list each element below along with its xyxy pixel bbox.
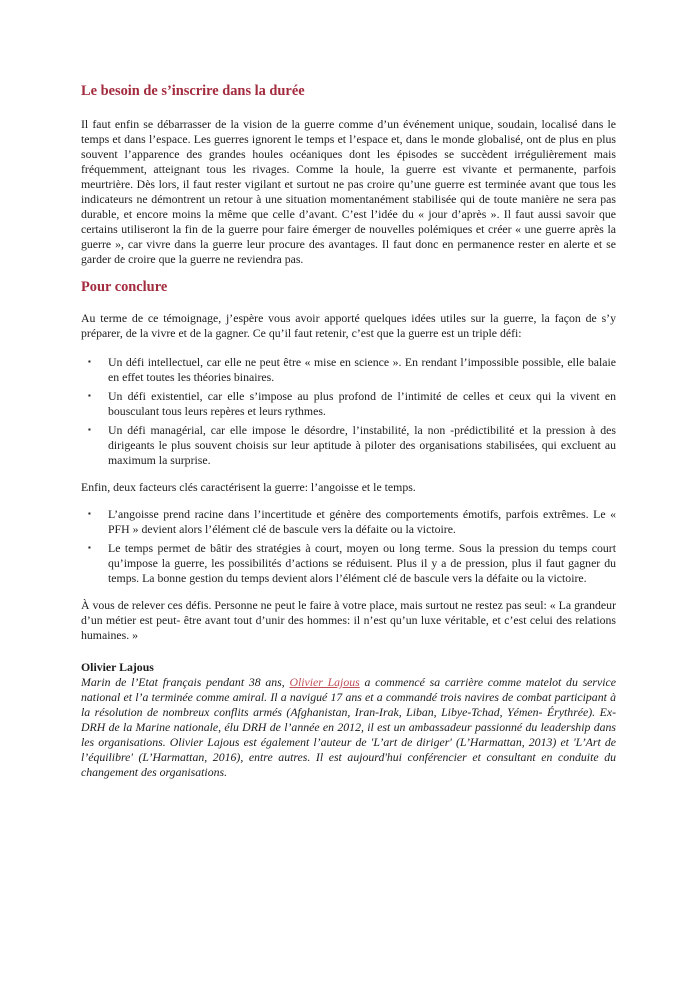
facteurs-list: [81, 507, 616, 586]
paragraph-facteurs-intro: Enfin, deux facteurs clés caractérisent la guerre: l’angoisse et le temps.: [81, 480, 416, 494]
list-item-text: L’angoisse prend racine dans l’incertitude et génère des comportements émotifs, parfois extrêmes. Le « PFH » devient alors l’élément clé de bascule vers la défaite ou la victoire.: [108, 507, 616, 536]
list-item-defi-intellectuel: [81, 355, 616, 385]
list-item-text: Un défi managérial, car elle impose le désordre, l’instabilité, la non -prédictibilité et la pression à des dirigeants le plus souvent choisis sur leur aptitude à piloter des organisations stabilisées, qui excluent au maximum la surprise.: [108, 423, 616, 467]
paragraph-duree: Il faut enfin se débarrasser de la vision de la guerre comme d’un événement unique, soudain, localisé dans le temps et dans l’espace. Les guerres ignorent le temps et l’espace et, dans le monde globalisé, ont de plus en plus souvent l’apparence des grandes houles océaniques dont les épisodes se succèdent irrégulièrement mais fréquemment, atteignant tous les rivages. Comme la houle, la guerre est vivante et permanente, parfois meurtrière. Dès lors, il faut rester vigilant et surtout ne pas croire qu’une guerre est terminée avant que tous les indicateurs ne démontrent un retour à une situation momentanément stabilisée qui de toute manière ne sera pas durable, et encore moins la même que celle d’avant. C’est l’idée du « jour d’après ». Il faut aussi savoir que certains utiliseront la fin de la guerre pour faire émerger de nouvelles polémiques et créer « une guerre après la guerre », car vivre dans la guerre leur procure des avantages. Il faut donc en permanence rester en alerte et se garder de croire que la guerre ne reviendra pas.: [81, 117, 616, 266]
section-heading-duree: Le besoin de s’inscrire dans la durée: [81, 83, 305, 99]
bullet-square-icon: ▪: [88, 509, 91, 518]
list-item-defi-existentiel: [81, 389, 616, 419]
list-item-temps: [81, 541, 616, 586]
bullet-square-icon: ▪: [88, 425, 91, 434]
list-item-text: Un défi existentiel, car elle s’impose au plus profond de l’intimité de celles et ceux qui la vivent en bousculant tous leurs repères et leurs rythmes.: [108, 389, 616, 418]
bullet-square-icon: ▪: [88, 543, 91, 552]
bio-text-before-link: Marin de l’Etat français pendant 38 ans,: [81, 675, 290, 689]
list-item-text: Le temps permet de bâtir des stratégies à court, moyen ou long terme. Sous la pression du temps court qu’impose la guerre, les possibilités d’actions se réduisent. Plus il y a de pression, plus il faut gagner du temps. La bonne gestion du temps devient alors l’élément clé de bascule vers la défaite ou la victoire.: [108, 541, 616, 585]
bio-author-name: Olivier Lajous: [81, 660, 154, 674]
defis-list: [81, 355, 616, 468]
list-item-defi-managerial: [81, 423, 616, 468]
bio-text-after-link: a commencé sa carrière comme matelot du service national et l’a terminée comme amiral. Il a navigué 17 ans et a commandé trois navires de combat participant à la résolution de nombreux conflits armés (Afghanistan, Iran-Irak, Liban, Libye-Tchad, Yémen- Érythrée). Ex-DRH de la Marine nationale, élu DRH de l’année en 2012, il est un ambassadeur passionné du leadership dans les organisations. Olivier Lajous est également l’auteur de 'L’art de diriger' (L’Harmattan, 2013) et 'L’Art de l’équilibre' (L’Harmattan, 2016), entre autres. Il est aujourd'hui conférencier et consultant en conduite du changement des organisations.: [81, 675, 616, 779]
bullet-square-icon: ▪: [88, 391, 91, 400]
paragraph-conclusion-intro: Au terme de ce témoignage, j’espère vous avoir apporté quelques idées utiles sur la guerre, la façon de s’y préparer, de la vivre et de la gagner. Ce qu’il faut retenir, c’est que la guerre est un triple défi:: [81, 311, 616, 340]
section-heading-conclure: Pour conclure: [81, 279, 168, 295]
paragraph-defis-releve: À vous de relever ces défis. Personne ne peut le faire à votre place, mais surtout ne restez pas seul: « La grandeur d’un métier est peut- être avant tout d’unir des hommes: il n’est qu’un luxe véritable, et c’est celui des relations humaines. »: [81, 598, 616, 642]
olivier-lajous-link[interactable]: Olivier Lajous: [289, 675, 360, 689]
bullet-square-icon: ▪: [88, 357, 91, 366]
bio-paragraph: [81, 675, 616, 780]
list-item-angoisse: [81, 507, 616, 537]
list-item-text: Un défi intellectuel, car elle ne peut être « mise en science ». En rendant l’impossible possible, elle balaie en effet toutes les théories binaires.: [108, 355, 616, 384]
